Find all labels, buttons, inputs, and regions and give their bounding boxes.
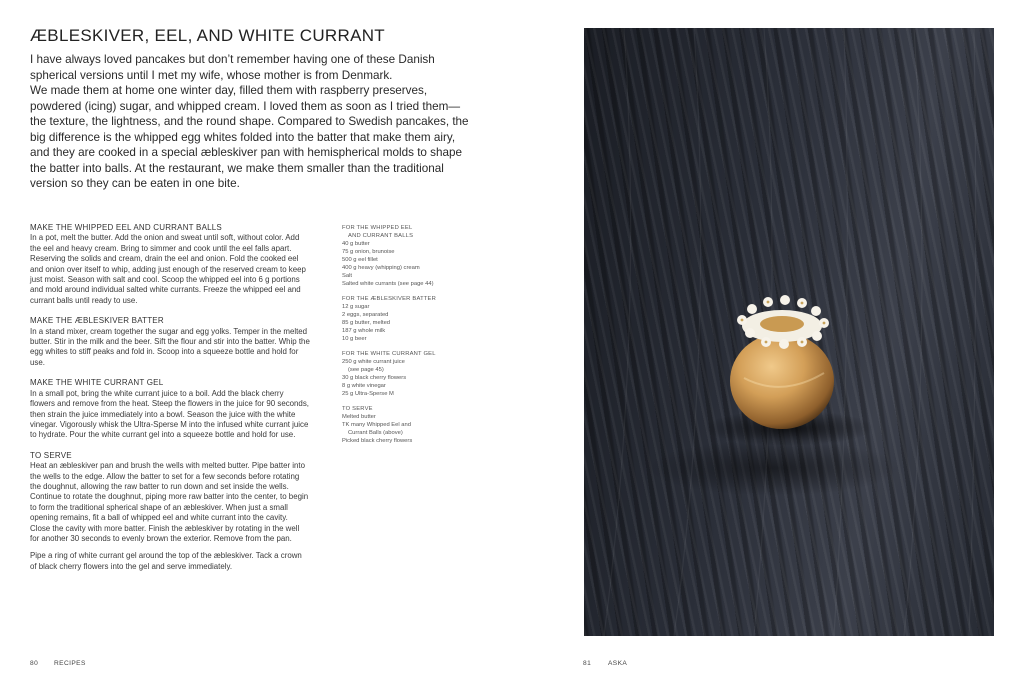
method-section xyxy=(30,451,310,572)
method-step: Heat an æbleskiver pan and brush the wells with melted butter. Pipe batter into the wells to the edge. Allow the batter to set for a few seconds before rotating the doughnut, allowing the raw batter to run down and set inside the wells. Continue to rotate the doughnut, piping more raw batter into the center, to begin to form the traditional spherical shape of an æbleskiver. When just a small opening remains, fit a ball of whipped eel and white currant into the cavity. Close the cavity with more batter. Finish the æbleskiver by rotating in the well for another 30 seconds to evenly brown the exterior. Remove from the pan. xyxy=(30,461,309,543)
ingredient-group xyxy=(342,350,472,398)
ingredient-group-title: TO SERVE xyxy=(342,406,373,412)
ingredient-item: 30 g black cherry flowers xyxy=(342,375,407,381)
ingredient-item: Melted butter xyxy=(342,414,376,420)
method-column xyxy=(30,223,310,582)
ingredient-item: 85 g butter, melted xyxy=(342,320,391,326)
ingredient-item: Salted white currants (see page 44) xyxy=(342,281,434,287)
ingredient-item: 400 g heavy (whipping) cream xyxy=(342,265,420,271)
ingredients-column xyxy=(342,224,472,452)
running-footer-right: ASKA xyxy=(608,660,628,667)
right-page xyxy=(512,0,1024,694)
method-step: In a stand mixer, cream together the sugar and egg yolks. Temper in the melted butter. Stir in the milk and the beer. Sift the flour and stir into the batter. Whip the egg whites to stiff peaks and fold in. Scoop into a squeeze bottle and hold for use. xyxy=(30,326,310,367)
ingredient-group-title: FOR THE WHITE CURRANT GEL xyxy=(342,351,436,357)
ingredient-item: 75 g onion, brunoise xyxy=(342,249,395,255)
method-section xyxy=(30,316,310,368)
method-section-title: MAKE THE WHIPPED EEL AND CURRANT BALLS xyxy=(30,223,222,232)
ingredient-group-title: FOR THE WHIPPED EEL xyxy=(342,225,413,231)
ingredient-item: 12 g sugar xyxy=(342,304,370,310)
ingredient-item: 8 g white vinegar xyxy=(342,383,386,389)
recipe-intro xyxy=(30,52,470,192)
ingredient-item: Picked black cherry flowers xyxy=(342,438,413,444)
aebleskiver-illustration xyxy=(584,28,994,636)
method-step: Pipe a ring of white currant gel around the top of the æbleskiver. Tack a crown of black cherry flowers into the gel and serve immediately. xyxy=(30,551,302,571)
ingredient-group-title: AND CURRANT BALLS xyxy=(348,233,414,239)
ingredient-item: 187 g whole milk xyxy=(342,328,386,334)
ingredient-group-title: FOR THE ÆBLESKIVER BATTER xyxy=(342,296,437,302)
method-step: In a pot, melt the butter. Add the onion and sweat until soft, without color. Add the eel and heavy cream. Bring to simmer and cook until the eel falls apart. Reserving the solids and cream, drain the eel and onion. Fold the cooked eel and onion over itself to whip, adding just enough of the reserved cream to keep just moist. Season with salt and cool. Scoop the whipped eel into 6 g portions and mold around individual salted white currants. Freeze the whipped eel and currant balls until ready to use. xyxy=(30,233,306,305)
running-footer-left: RECIPES xyxy=(54,660,86,667)
ingredient-item: TK many Whipped Eel and xyxy=(342,422,411,428)
page-number-right: 81 xyxy=(583,660,592,667)
ingredient-item: 500 g eel fillet xyxy=(342,257,378,263)
ingredient-item: (see page 45) xyxy=(348,367,384,373)
intro-paragraph: We made them at home one winter day, filled them with raspberry preserves, powdered (icing) sugar, and whipped cream. I loved them as soon as I tried them—the texture, the lightness, and the round shape. Compared to Swedish pancakes, the big difference is the whipped egg whites folded into the batter that make them airy, and they are cooked in a special æbleskiver pan with hemispherical molds to shape the batter into balls. At the restaurant, we make them smaller than the traditional version so they can be eaten in one bite. xyxy=(30,84,469,190)
ingredient-item: 40 g butter xyxy=(342,241,370,247)
ingredient-item: 10 g beer xyxy=(342,336,367,342)
method-section-title: MAKE THE WHITE CURRANT GEL xyxy=(30,378,164,388)
recipe-title: ÆBLESKIVER, EEL, AND WHITE CURRANT xyxy=(30,26,385,45)
ingredient-item: Currant Balls (above) xyxy=(348,430,403,436)
method-section xyxy=(30,378,310,440)
intro-paragraph: I have always loved pancakes but don’t remember having one of these Danish spherical versions until I met my wife, whose mother is from Denmark. xyxy=(30,53,435,82)
dish-photo xyxy=(584,28,994,636)
method-section xyxy=(30,223,310,306)
ingredient-group xyxy=(342,405,472,445)
ingredient-group xyxy=(342,295,472,343)
ingredient-item: 25 g Ultra-Sperse M xyxy=(342,391,394,397)
ingredient-item: Salt xyxy=(342,273,352,279)
method-section-title: MAKE THE ÆBLESKIVER BATTER xyxy=(30,316,164,326)
method-step: In a small pot, bring the white currant juice to a boil. Add the black cherry flowers and remove from the heat. Steep the flowers in the juice for 90 seconds, then strain the juice immediately into a bowl. Season the juice with the white vinegar. Vigorously whisk the Ultra-Sperse M into the infused white currant juice to hydrate. Pour the white currant gel into a squeeze bottle and hold for use. xyxy=(30,388,309,440)
ingredient-item: 2 eggs, separated xyxy=(342,312,389,318)
method-section-title: TO SERVE xyxy=(30,450,72,460)
ingredient-item: 250 g white currant juice xyxy=(342,359,405,365)
ingredient-group xyxy=(342,224,472,288)
page-number-left: 80 xyxy=(30,660,39,667)
